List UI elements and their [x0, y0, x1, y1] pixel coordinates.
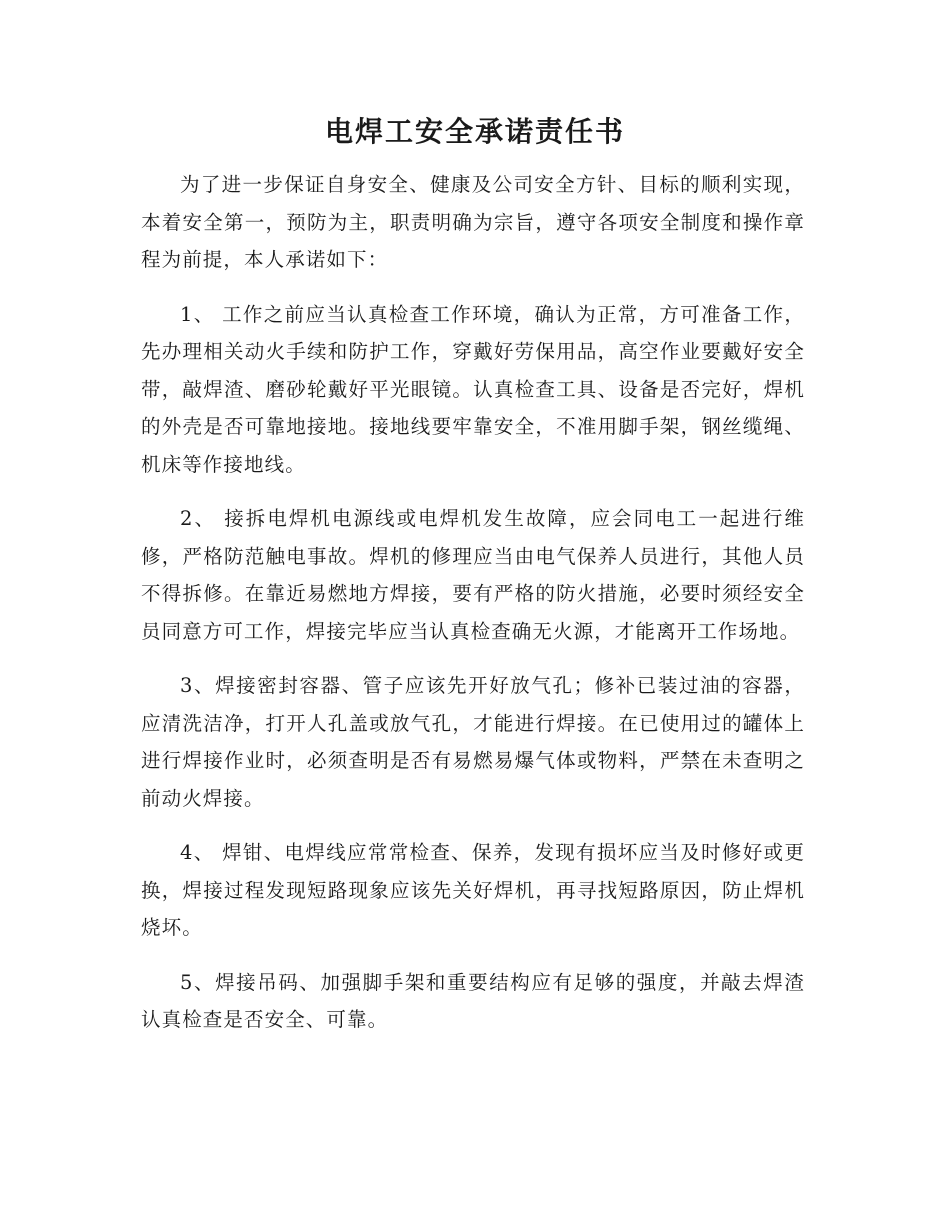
intro-paragraph: 为了进一步保证自身安全、健康及公司安全方针、目标的顺利实现，本着安全第一，预防为主，职责明确为宗旨，遵守各项安全制度和操作章程为前提，本人承诺如下：	[141, 173, 805, 271]
document-body	[141, 166, 805, 1056]
clause-4-paragraph: 4、 焊钳、电焊线应常常检查、保养，发现有损坏应当及时修好或更换，焊接过程发现短路现象应该先关好焊机，再寻找短路原因，防止焊机烧坏。	[141, 841, 805, 939]
clause-3-paragraph: 3、焊接密封容器、管子应该先开好放气孔；修补已装过油的容器，应清洗洁净，打开人孔盖或放气孔，才能进行焊接。在已使用过的罐体上进行焊接作业时，必须查明是否有易燃易爆气体或物料，严禁在未查明之前动火焊接。	[141, 674, 805, 810]
document-title: 电焊工安全承诺责任书	[324, 115, 625, 148]
clause-2-paragraph: 2、 接拆电焊机电源线或电焊机发生故障，应会同电工一起进行维修，严格防范触电事故。焊机的修理应当由电气保养人员进行，其他人员不得拆修。在靠近易燃地方焊接，要有严格的防火措施，必要时须经安全员同意方可工作，焊接完毕应当认真检查确无火源，才能离开工作场地。	[141, 507, 805, 643]
clause-1-paragraph: 1、 工作之前应当认真检查工作环境，确认为正常，方可准备工作，先办理相关动火手续和防护工作，穿戴好劳保用品，高空作业要戴好安全带，敲焊渣、磨砂轮戴好平光眼镜。认真检查工具、设备是否完好，焊机的外壳是否可靠地接地。接地线要牢靠安全，不准用脚手架，钢丝缆绳、机床等作接地线。	[141, 302, 805, 476]
clause-5-paragraph: 5、焊接吊码、加强脚手架和重要结构应有足够的强度，并敲去焊渣认真检查是否安全、可靠。	[141, 970, 805, 1031]
